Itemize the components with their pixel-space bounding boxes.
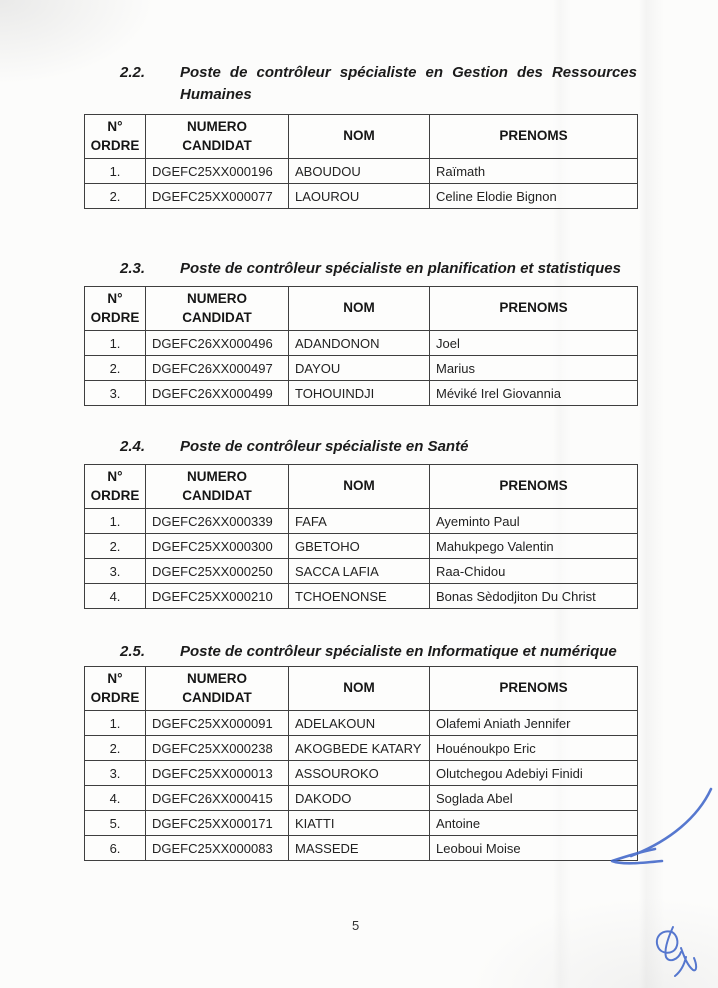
cell-prenoms: Olutchegou Adebiyi Finidi xyxy=(430,761,638,786)
cell-prenoms: Leoboui Moise xyxy=(430,836,638,861)
header-prenoms: PRENOMS xyxy=(430,115,638,159)
cell-numero: DGEFC25XX000171 xyxy=(146,811,289,836)
section-heading-2-2 xyxy=(120,62,637,106)
cell-numero: DGEFC25XX000250 xyxy=(146,559,289,584)
section-title-line: Poste de contrôleur spécialiste en planification et statistiques xyxy=(180,260,621,277)
section-number: 2.5. xyxy=(120,643,146,660)
cell-ordre: 1. xyxy=(85,331,146,356)
cell-ordre: 3. xyxy=(85,559,146,584)
cell-nom: GBETOHO xyxy=(289,534,430,559)
cell-numero: DGEFC26XX000415 xyxy=(146,786,289,811)
section-number: 2.3. xyxy=(120,260,146,277)
page-number: 5 xyxy=(352,918,360,933)
cell-ordre: 2. xyxy=(85,534,146,559)
header-numero-candidat: NUMERO CANDIDAT xyxy=(146,287,289,331)
header-ordre: N° ORDRE xyxy=(85,465,146,509)
cell-ordre: 2. xyxy=(85,356,146,381)
cell-ordre: 4. xyxy=(85,584,146,609)
cell-ordre: 3. xyxy=(85,761,146,786)
cell-prenoms: Olafemi Aniath Jennifer xyxy=(430,711,638,736)
header-ordre: N° ORDRE xyxy=(85,115,146,159)
cell-prenoms: Raa-Chidou xyxy=(430,559,638,584)
candidate-row xyxy=(85,811,638,836)
candidate-row xyxy=(85,356,638,381)
pen-initials-stem xyxy=(665,927,681,960)
section-number: 2.2. xyxy=(120,64,146,81)
candidate-row xyxy=(85,736,638,761)
cell-nom: DAYOU xyxy=(289,356,430,381)
section-heading-2-5 xyxy=(120,641,710,663)
cell-numero: DGEFC26XX000339 xyxy=(146,509,289,534)
header-nom: NOM xyxy=(289,115,430,159)
candidate-row xyxy=(85,559,638,584)
cell-ordre: 6. xyxy=(85,836,146,861)
cell-nom: TOHOUINDJI xyxy=(289,381,430,406)
cell-nom: ABOUDOU xyxy=(289,159,430,184)
cell-prenoms: Marius xyxy=(430,356,638,381)
table-header-row xyxy=(85,287,638,331)
cell-numero: DGEFC25XX000210 xyxy=(146,584,289,609)
table-header-row xyxy=(85,115,638,159)
cell-numero: DGEFC25XX000077 xyxy=(146,184,289,209)
cell-numero: DGEFC25XX000196 xyxy=(146,159,289,184)
cell-prenoms: Joel xyxy=(430,331,638,356)
table-header-row xyxy=(85,667,638,711)
cell-ordre: 5. xyxy=(85,811,146,836)
section-title xyxy=(180,436,710,458)
cell-nom: LAOUROU xyxy=(289,184,430,209)
cell-prenoms: Bonas Sèdodjiton Du Christ xyxy=(430,584,638,609)
cell-numero: DGEFC26XX000496 xyxy=(146,331,289,356)
cell-prenoms: Antoine xyxy=(430,811,638,836)
cell-ordre: 1. xyxy=(85,711,146,736)
section-title-line: Humaines xyxy=(180,86,252,103)
cell-nom: FAFA xyxy=(289,509,430,534)
cell-prenoms: Celine Elodie Bignon xyxy=(430,184,638,209)
cell-numero: DGEFC25XX000091 xyxy=(146,711,289,736)
candidate-row xyxy=(85,786,638,811)
cell-numero: DGEFC25XX000300 xyxy=(146,534,289,559)
header-numero-candidat: NUMERO CANDIDAT xyxy=(146,465,289,509)
cell-prenoms: Soglada Abel xyxy=(430,786,638,811)
section-title xyxy=(180,258,710,280)
cell-numero: DGEFC25XX000083 xyxy=(146,836,289,861)
cell-prenoms: Mahukpego Valentin xyxy=(430,534,638,559)
cell-ordre: 1. xyxy=(85,159,146,184)
pen-initials-loop xyxy=(657,931,678,952)
cell-nom: ADANDONON xyxy=(289,331,430,356)
candidates-table-2-5 xyxy=(84,666,638,861)
header-ordre: N° ORDRE xyxy=(85,287,146,331)
cell-ordre: 3. xyxy=(85,381,146,406)
cell-nom: MASSEDE xyxy=(289,836,430,861)
cell-numero: DGEFC25XX000013 xyxy=(146,761,289,786)
cell-nom: AKOGBEDE KATARY xyxy=(289,736,430,761)
cell-nom: DAKODO xyxy=(289,786,430,811)
header-prenoms: PRENOMS xyxy=(430,667,638,711)
section-heading-2-4 xyxy=(120,436,710,458)
cell-nom: KIATTI xyxy=(289,811,430,836)
candidate-row xyxy=(85,836,638,861)
header-prenoms: PRENOMS xyxy=(430,287,638,331)
section-title-line: Poste de contrôleur spécialiste en Informatique et numérique xyxy=(180,643,617,660)
cell-prenoms: Houénoukpo Eric xyxy=(430,736,638,761)
header-numero-candidat: NUMERO CANDIDAT xyxy=(146,667,289,711)
candidate-row xyxy=(85,331,638,356)
section-heading-2-3 xyxy=(120,258,710,280)
candidate-row xyxy=(85,509,638,534)
cell-ordre: 2. xyxy=(85,184,146,209)
cell-nom: TCHOENONSE xyxy=(289,584,430,609)
candidate-row xyxy=(85,159,638,184)
section-title-line: Poste de contrôleur spécialiste en Gestion des Ressources xyxy=(180,64,637,81)
cell-prenoms: Méviké Irel Giovannia xyxy=(430,381,638,406)
candidate-row xyxy=(85,184,638,209)
cell-ordre: 2. xyxy=(85,736,146,761)
cell-numero: DGEFC26XX000499 xyxy=(146,381,289,406)
cell-ordre: 4. xyxy=(85,786,146,811)
cell-nom: ASSOUROKO xyxy=(289,761,430,786)
header-numero-candidat: NUMERO CANDIDAT xyxy=(146,115,289,159)
candidates-table-2-2 xyxy=(84,114,638,209)
candidates-table-2-4 xyxy=(84,464,638,609)
candidates-table-2-3 xyxy=(84,286,638,406)
pen-swoosh-mark xyxy=(631,789,711,856)
pen-initials-tail xyxy=(675,948,696,976)
cell-numero: DGEFC26XX000497 xyxy=(146,356,289,381)
table-header-row xyxy=(85,465,638,509)
candidate-row xyxy=(85,534,638,559)
candidate-row xyxy=(85,761,638,786)
header-nom: NOM xyxy=(289,667,430,711)
cell-numero: DGEFC25XX000238 xyxy=(146,736,289,761)
header-nom: NOM xyxy=(289,287,430,331)
cell-nom: ADELAKOUN xyxy=(289,711,430,736)
header-prenoms: PRENOMS xyxy=(430,465,638,509)
candidate-row xyxy=(85,381,638,406)
cell-nom: SACCA LAFIA xyxy=(289,559,430,584)
candidate-row xyxy=(85,711,638,736)
cell-prenoms: Ayeminto Paul xyxy=(430,509,638,534)
cell-prenoms: Raïmath xyxy=(430,159,638,184)
section-title xyxy=(180,62,637,106)
cell-ordre: 1. xyxy=(85,509,146,534)
section-title xyxy=(180,641,710,663)
section-title-line: Poste de contrôleur spécialiste en Santé xyxy=(180,438,469,455)
section-number: 2.4. xyxy=(120,438,146,455)
candidate-row xyxy=(85,584,638,609)
header-ordre: N° ORDRE xyxy=(85,667,146,711)
header-nom: NOM xyxy=(289,465,430,509)
